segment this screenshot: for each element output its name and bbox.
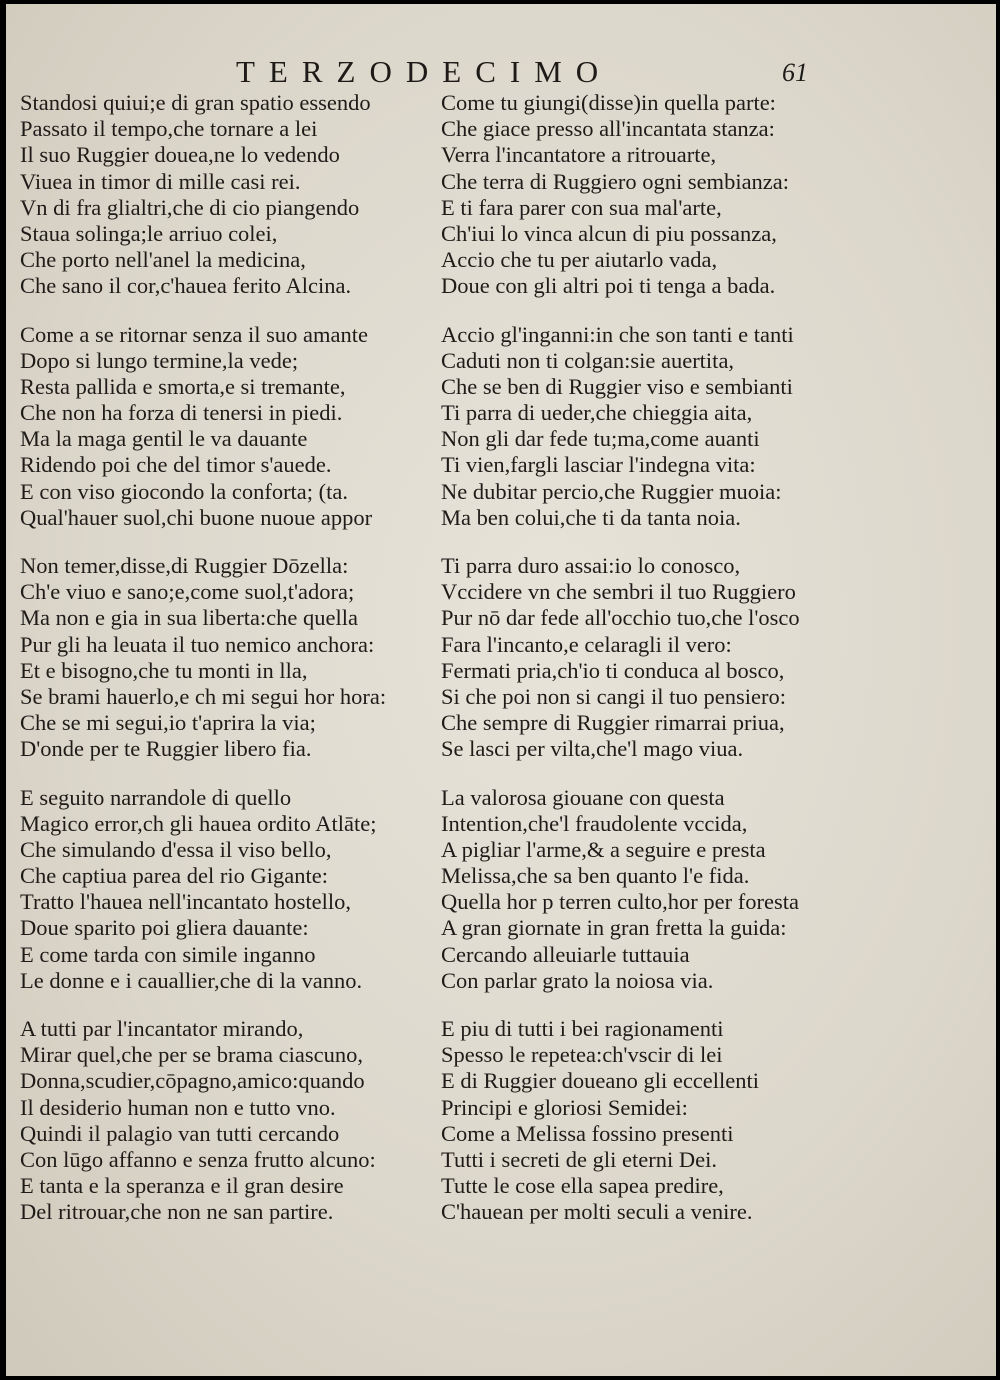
verse-line: Vccidere vn che sembri il tuo Ruggiero bbox=[441, 579, 796, 605]
verse-line: Qual'hauer suol,chi buone nuoue appor bbox=[20, 504, 373, 530]
verse-line: Se brami hauerlo,e ch mi segui hor hora: bbox=[20, 683, 387, 709]
verse-line: A gran giornate in gran fretta la guida: bbox=[441, 915, 787, 941]
verse-line: E come tarda con simile inganno bbox=[20, 941, 316, 967]
verse-line: Ma ben colui,che ti da tanta noia. bbox=[441, 504, 741, 530]
verse-line: Cercando alleuiarle tuttauia bbox=[441, 941, 690, 967]
verse-line: Ch'e viuo e sano;e,come suol,t'adora; bbox=[20, 579, 355, 605]
verse-line: Donna,scudier,cōpagno,amico:quando bbox=[20, 1068, 365, 1094]
verse-line: Che sano il cor,c'hauea ferito Alcina. bbox=[20, 273, 352, 299]
verse-line: Tutte le cose ella sapea predire, bbox=[441, 1173, 724, 1199]
verse-line: Il desiderio human non e tutto vno. bbox=[20, 1094, 336, 1120]
verse-line: Vn di fra glialtri,che di cio piangendo bbox=[20, 194, 360, 220]
verse-line: Fara l'incanto,e celaragli il vero: bbox=[441, 631, 732, 657]
verse-line: Con lūgo affanno e senza frutto alcuno: bbox=[20, 1146, 376, 1172]
verse-line: Non temer,disse,di Ruggier Dōzella: bbox=[20, 553, 349, 578]
verse-line: Ridendo poi che del timor s'auede. bbox=[20, 452, 332, 478]
verse-line: Mirar quel,che per se brama ciascuno, bbox=[20, 1042, 363, 1068]
stanza bbox=[20, 553, 440, 763]
left-column bbox=[20, 90, 440, 1248]
verse-line: Come a Melissa fossino presenti bbox=[441, 1120, 734, 1146]
verse-line: E con viso giocondo la conforta; (ta. bbox=[20, 478, 349, 504]
verse-line: C'hauean per molti seculi a venire. bbox=[441, 1199, 753, 1225]
verse-line: Pur gli ha leuata il tuo nemico anchora: bbox=[20, 631, 375, 657]
stanza bbox=[20, 1016, 440, 1226]
verse-line: Quella hor p terren culto,hor per foresta bbox=[441, 889, 799, 915]
verse-line: Passato il tempo,che tornare a lei bbox=[20, 116, 318, 142]
verse-line: Si che poi non si cangi il tuo pensiero: bbox=[441, 683, 786, 709]
verse-line: Et e bisogno,che tu monti in lla, bbox=[20, 657, 308, 683]
page-number: 61 bbox=[782, 58, 808, 87]
verse-line: Principi e gloriosi Semidei: bbox=[441, 1094, 688, 1120]
verse-line: Le donne e i cauallier,che di la vanno. bbox=[20, 967, 363, 993]
verse-line: Che simulando d'essa il viso bello, bbox=[20, 836, 332, 862]
verse-line: Caduti non ti colgan:sie auertita, bbox=[441, 347, 735, 373]
stanza bbox=[441, 553, 861, 763]
verse-line: Ti parra di ueder,che chieggia aita, bbox=[441, 400, 753, 426]
stanza bbox=[20, 322, 440, 532]
verse-line: Melissa,che sa ben quanto l'e fida. bbox=[441, 863, 750, 889]
verse-line: Doue con gli altri poi ti tenga a bada. bbox=[441, 273, 776, 299]
verse-line: Tratto l'hauea nell'incantato hostello, bbox=[20, 889, 351, 915]
verse-line: Che giace presso all'incantata stanza: bbox=[441, 116, 775, 142]
verse-line: Il suo Ruggier douea,ne lo vedendo bbox=[20, 142, 340, 168]
verse-line: Come a se ritornar senza il suo amante bbox=[20, 321, 369, 347]
verse-line: Fermati pria,ch'io ti conduca al bosco, bbox=[441, 657, 785, 683]
verse-line: Che non ha forza di tenersi in piedi. bbox=[20, 400, 343, 426]
verse-line: Accio che tu per aiutarlo vada, bbox=[441, 247, 718, 273]
verse-line: Accio gl'inganni:in che son tanti e tanti bbox=[441, 321, 794, 347]
verse-line: Magico error,ch gli hauea ordito Atlāte; bbox=[20, 810, 377, 836]
verse-line: La valorosa giouane con questa bbox=[441, 784, 725, 810]
verse-line: Pur nō dar fede all'occhio tuo,che l'osco bbox=[441, 605, 800, 631]
book-page bbox=[6, 4, 996, 1376]
verse-line: Ti parra duro assai:io lo conosco, bbox=[441, 553, 741, 578]
verse-line: Resta pallida e smorta,e si tremante, bbox=[20, 373, 346, 399]
page-header bbox=[6, 54, 996, 94]
stanza bbox=[441, 322, 861, 532]
stanza bbox=[441, 1016, 861, 1226]
verse-line: E seguito narrandole di quello bbox=[20, 784, 292, 810]
verse-line: Del ritrouar,che non ne san partire. bbox=[20, 1199, 334, 1225]
verse-line: E ti fara parer con sua mal'arte, bbox=[441, 194, 722, 220]
verse-line: Con parlar grato la noiosa via. bbox=[441, 967, 714, 993]
verse-line: Ch'iui lo vinca alcun di piu possanza, bbox=[441, 220, 777, 246]
verse-line: E tanta e la speranza e il gran desire bbox=[20, 1173, 344, 1199]
verse-line: Dopo si lungo termine,la vede; bbox=[20, 347, 299, 373]
stanza bbox=[20, 90, 440, 300]
verse-line: E piu di tutti i bei ragionamenti bbox=[441, 1016, 724, 1041]
verse-line: Che terra di Ruggiero ogni sembianza: bbox=[441, 168, 790, 194]
running-head: TERZODECIMO bbox=[236, 54, 613, 89]
verse-line: E di Ruggier doueano gli eccellenti bbox=[441, 1068, 760, 1094]
verse-line: Ne dubitar percio,che Ruggier muoia: bbox=[441, 478, 782, 504]
verse-line: Non gli dar fede tu;ma,come auanti bbox=[441, 426, 760, 452]
stanza bbox=[441, 785, 861, 995]
stanza bbox=[441, 90, 861, 300]
verse-line: Che se mi segui,io t'aprira la via; bbox=[20, 710, 316, 736]
verse-line: Ma la maga gentil le va dauante bbox=[20, 426, 308, 452]
verse-line: A tutti par l'incantator mirando, bbox=[20, 1016, 304, 1041]
verse-line: Se lasci per vilta,che'l mago viua. bbox=[441, 736, 744, 762]
verse-line: Che porto nell'anel la medicina, bbox=[20, 247, 306, 273]
verse-line: Che se ben di Ruggier viso e sembianti bbox=[441, 373, 793, 399]
verse-line: Standosi quiui;e di gran spatio essendo bbox=[20, 90, 371, 115]
verse-line: Che sempre di Ruggier rimarrai priua, bbox=[441, 710, 785, 736]
verse-line: D'onde per te Ruggier libero fia. bbox=[20, 736, 312, 762]
verse-line: Ti vien,fargli lasciar l'indegna vita: bbox=[441, 452, 756, 478]
stanza bbox=[20, 785, 440, 995]
verse-line: Doue sparito poi gliera dauante: bbox=[20, 915, 309, 941]
verse-line: Verra l'incantatore a ritrouarte, bbox=[441, 142, 717, 168]
verse-line: Che captiua parea del rio Gigante: bbox=[20, 863, 328, 889]
verse-line: Intention,che'l fraudolente vccida, bbox=[441, 810, 748, 836]
verse-line: A pigliar l'arme,& a seguire e presta bbox=[441, 836, 766, 862]
verse-line: Tutti i secreti de gli eterni Dei. bbox=[441, 1146, 717, 1172]
right-column bbox=[441, 90, 861, 1248]
verse-line: Come tu giungi(disse)in quella parte: bbox=[441, 90, 776, 115]
verse-line: Spesso le repetea:ch'vscir di lei bbox=[441, 1042, 723, 1068]
verse-line: Staua solinga;le arriuo colei, bbox=[20, 220, 278, 246]
verse-line: Ma non e gia in sua liberta:che quella bbox=[20, 605, 359, 631]
verse-line: Viuea in timor di mille casi rei. bbox=[20, 168, 301, 194]
verse-line: Quindi il palagio van tutti cercando bbox=[20, 1120, 340, 1146]
